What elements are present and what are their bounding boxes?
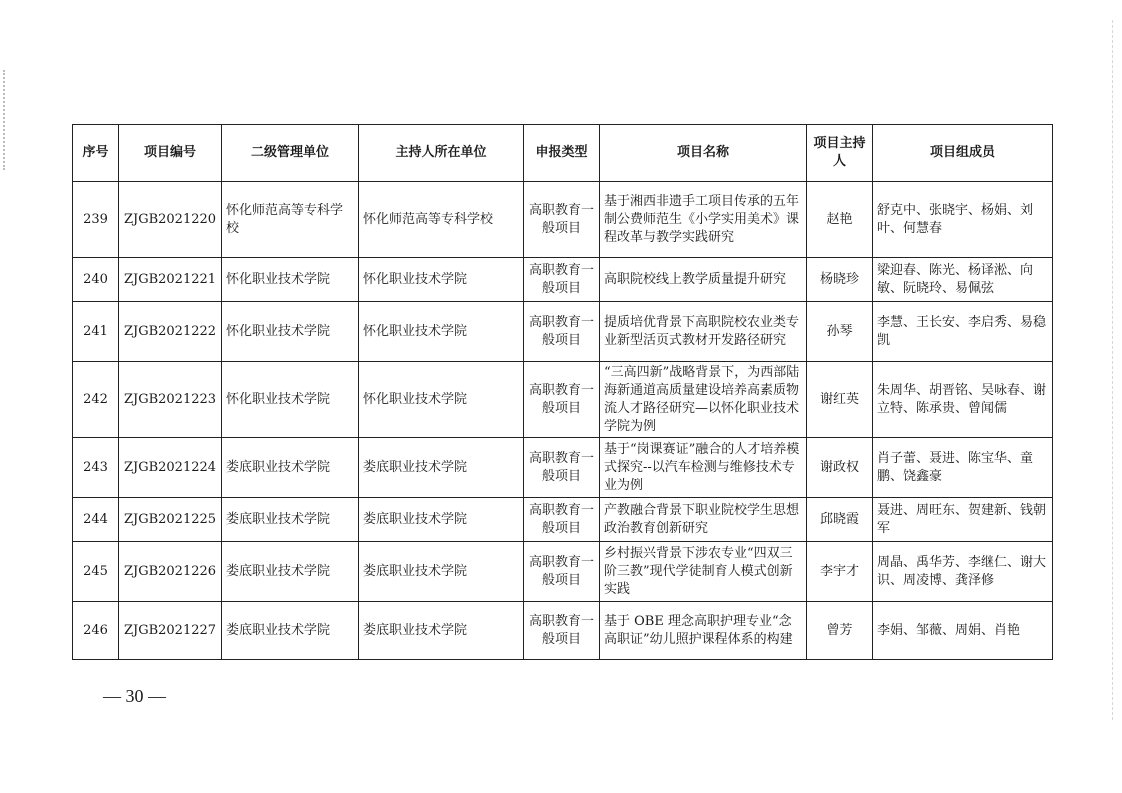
header-name: 项目名称 bbox=[600, 125, 807, 182]
cell-members: 聂进、周旺东、贺建新、钱朝军 bbox=[873, 498, 1053, 542]
table-row bbox=[73, 182, 1053, 258]
cell-unit: 怀化职业技术学院 bbox=[222, 258, 359, 302]
cell-no: 244 bbox=[73, 498, 119, 542]
header-leader: 项目主持人 bbox=[807, 125, 873, 182]
header-no: 序号 bbox=[73, 125, 119, 182]
margin-dash-line bbox=[1112, 20, 1114, 720]
table-row bbox=[73, 302, 1053, 362]
header-type: 申报类型 bbox=[524, 125, 600, 182]
cell-unit: 怀化职业技术学院 bbox=[222, 302, 359, 362]
cell-host-unit: 怀化师范高等专科学校 bbox=[359, 182, 524, 258]
cell-code: ZJGB2021225 bbox=[119, 498, 222, 542]
cell-type: 高职教育一般项目 bbox=[524, 258, 600, 302]
cell-members: 李慧、王长安、李启秀、易稳凯 bbox=[873, 302, 1053, 362]
cell-name: 基于 OBE 理念高职护理专业“念高职证”幼儿照护课程体系的构建 bbox=[600, 602, 807, 660]
header-members: 项目组成员 bbox=[873, 125, 1053, 182]
cell-unit: 娄底职业技术学院 bbox=[222, 438, 359, 498]
cell-leader: 谢政权 bbox=[807, 438, 873, 498]
cell-no: 239 bbox=[73, 182, 119, 258]
cell-code: ZJGB2021226 bbox=[119, 542, 222, 602]
cell-type: 高职教育一般项目 bbox=[524, 602, 600, 660]
cell-unit: 娄底职业技术学院 bbox=[222, 498, 359, 542]
cell-unit: 娄底职业技术学院 bbox=[222, 602, 359, 660]
cell-members: 梁迎春、陈光、杨译淞、向敏、阮晓玲、易佩弦 bbox=[873, 258, 1053, 302]
cell-type: 高职教育一般项目 bbox=[524, 542, 600, 602]
cell-code: ZJGB2021224 bbox=[119, 438, 222, 498]
table-header-row bbox=[73, 125, 1053, 182]
header-host-unit: 主持人所在单位 bbox=[359, 125, 524, 182]
cell-leader: 赵艳 bbox=[807, 182, 873, 258]
cell-name: 提质培优背景下高职院校农业类专业新型活页式教材开发路径研究 bbox=[600, 302, 807, 362]
cell-members: 周晶、禹华芳、李继仁、谢大识、周凌博、龚泽修 bbox=[873, 542, 1053, 602]
cell-code: ZJGB2021227 bbox=[119, 602, 222, 660]
cell-no: 242 bbox=[73, 362, 119, 438]
cell-leader: 谢红英 bbox=[807, 362, 873, 438]
table-row bbox=[73, 542, 1053, 602]
table-row bbox=[73, 362, 1053, 438]
cell-no: 245 bbox=[73, 542, 119, 602]
table-row bbox=[73, 498, 1053, 542]
table-row bbox=[73, 602, 1053, 660]
cell-code: ZJGB2021220 bbox=[119, 182, 222, 258]
cell-unit: 娄底职业技术学院 bbox=[222, 542, 359, 602]
cell-unit: 怀化职业技术学院 bbox=[222, 362, 359, 438]
cell-host-unit: 娄底职业技术学院 bbox=[359, 498, 524, 542]
cell-name: 产教融合背景下职业院校学生思想政治教育创新研究 bbox=[600, 498, 807, 542]
cell-name: 乡村振兴背景下涉农专业“四双三阶三教”现代学徒制育人模式创新实践 bbox=[600, 542, 807, 602]
cell-members: 李娟、邹薇、周娟、肖艳 bbox=[873, 602, 1053, 660]
cell-type: 高职教育一般项目 bbox=[524, 362, 600, 438]
cell-leader: 李宇才 bbox=[807, 542, 873, 602]
cell-type: 高职教育一般项目 bbox=[524, 438, 600, 498]
cell-no: 243 bbox=[73, 438, 119, 498]
table-row bbox=[73, 438, 1053, 498]
cell-members: 朱周华、胡晋铭、吴咏春、谢立特、陈承贵、曾闻儒 bbox=[873, 362, 1053, 438]
cell-name: “三高四新”战略背景下，为西部陆海新通道高质量建设培养高素质物流人才路径研究—以怀化职业技术学院为例 bbox=[600, 362, 807, 438]
binding-marks bbox=[3, 70, 8, 170]
header-code: 项目编号 bbox=[119, 125, 222, 182]
cell-code: ZJGB2021221 bbox=[119, 258, 222, 302]
cell-name: 基于“岗课赛证”融合的人才培养模式探究--以汽车检测与维修技术专业为例 bbox=[600, 438, 807, 498]
cell-name: 基于湘西非遗手工项目传承的五年制公费师范生《小学实用美术》课程改革与教学实践研究 bbox=[600, 182, 807, 258]
cell-type: 高职教育一般项目 bbox=[524, 182, 600, 258]
cell-no: 241 bbox=[73, 302, 119, 362]
cell-host-unit: 娄底职业技术学院 bbox=[359, 602, 524, 660]
cell-leader: 邱晓霞 bbox=[807, 498, 873, 542]
cell-host-unit: 怀化职业技术学院 bbox=[359, 362, 524, 438]
cell-code: ZJGB2021223 bbox=[119, 362, 222, 438]
cell-type: 高职教育一般项目 bbox=[524, 302, 600, 362]
cell-members: 肖子蕾、聂进、陈宝华、童鹏、饶鑫豪 bbox=[873, 438, 1053, 498]
cell-type: 高职教育一般项目 bbox=[524, 498, 600, 542]
cell-no: 240 bbox=[73, 258, 119, 302]
cell-host-unit: 怀化职业技术学院 bbox=[359, 258, 524, 302]
cell-host-unit: 怀化职业技术学院 bbox=[359, 302, 524, 362]
cell-code: ZJGB2021222 bbox=[119, 302, 222, 362]
cell-name: 高职院校线上教学质量提升研究 bbox=[600, 258, 807, 302]
project-table bbox=[72, 124, 1053, 660]
cell-host-unit: 娄底职业技术学院 bbox=[359, 438, 524, 498]
cell-leader: 曾芳 bbox=[807, 602, 873, 660]
cell-members: 舒克中、张晓宇、杨娟、刘叶、何慧春 bbox=[873, 182, 1053, 258]
cell-host-unit: 娄底职业技术学院 bbox=[359, 542, 524, 602]
cell-unit: 怀化师范高等专科学校 bbox=[222, 182, 359, 258]
header-unit: 二级管理单位 bbox=[222, 125, 359, 182]
cell-leader: 杨晓珍 bbox=[807, 258, 873, 302]
cell-leader: 孙琴 bbox=[807, 302, 873, 362]
cell-no: 246 bbox=[73, 602, 119, 660]
table-row bbox=[73, 258, 1053, 302]
page-number: — 30 — bbox=[103, 686, 166, 706]
